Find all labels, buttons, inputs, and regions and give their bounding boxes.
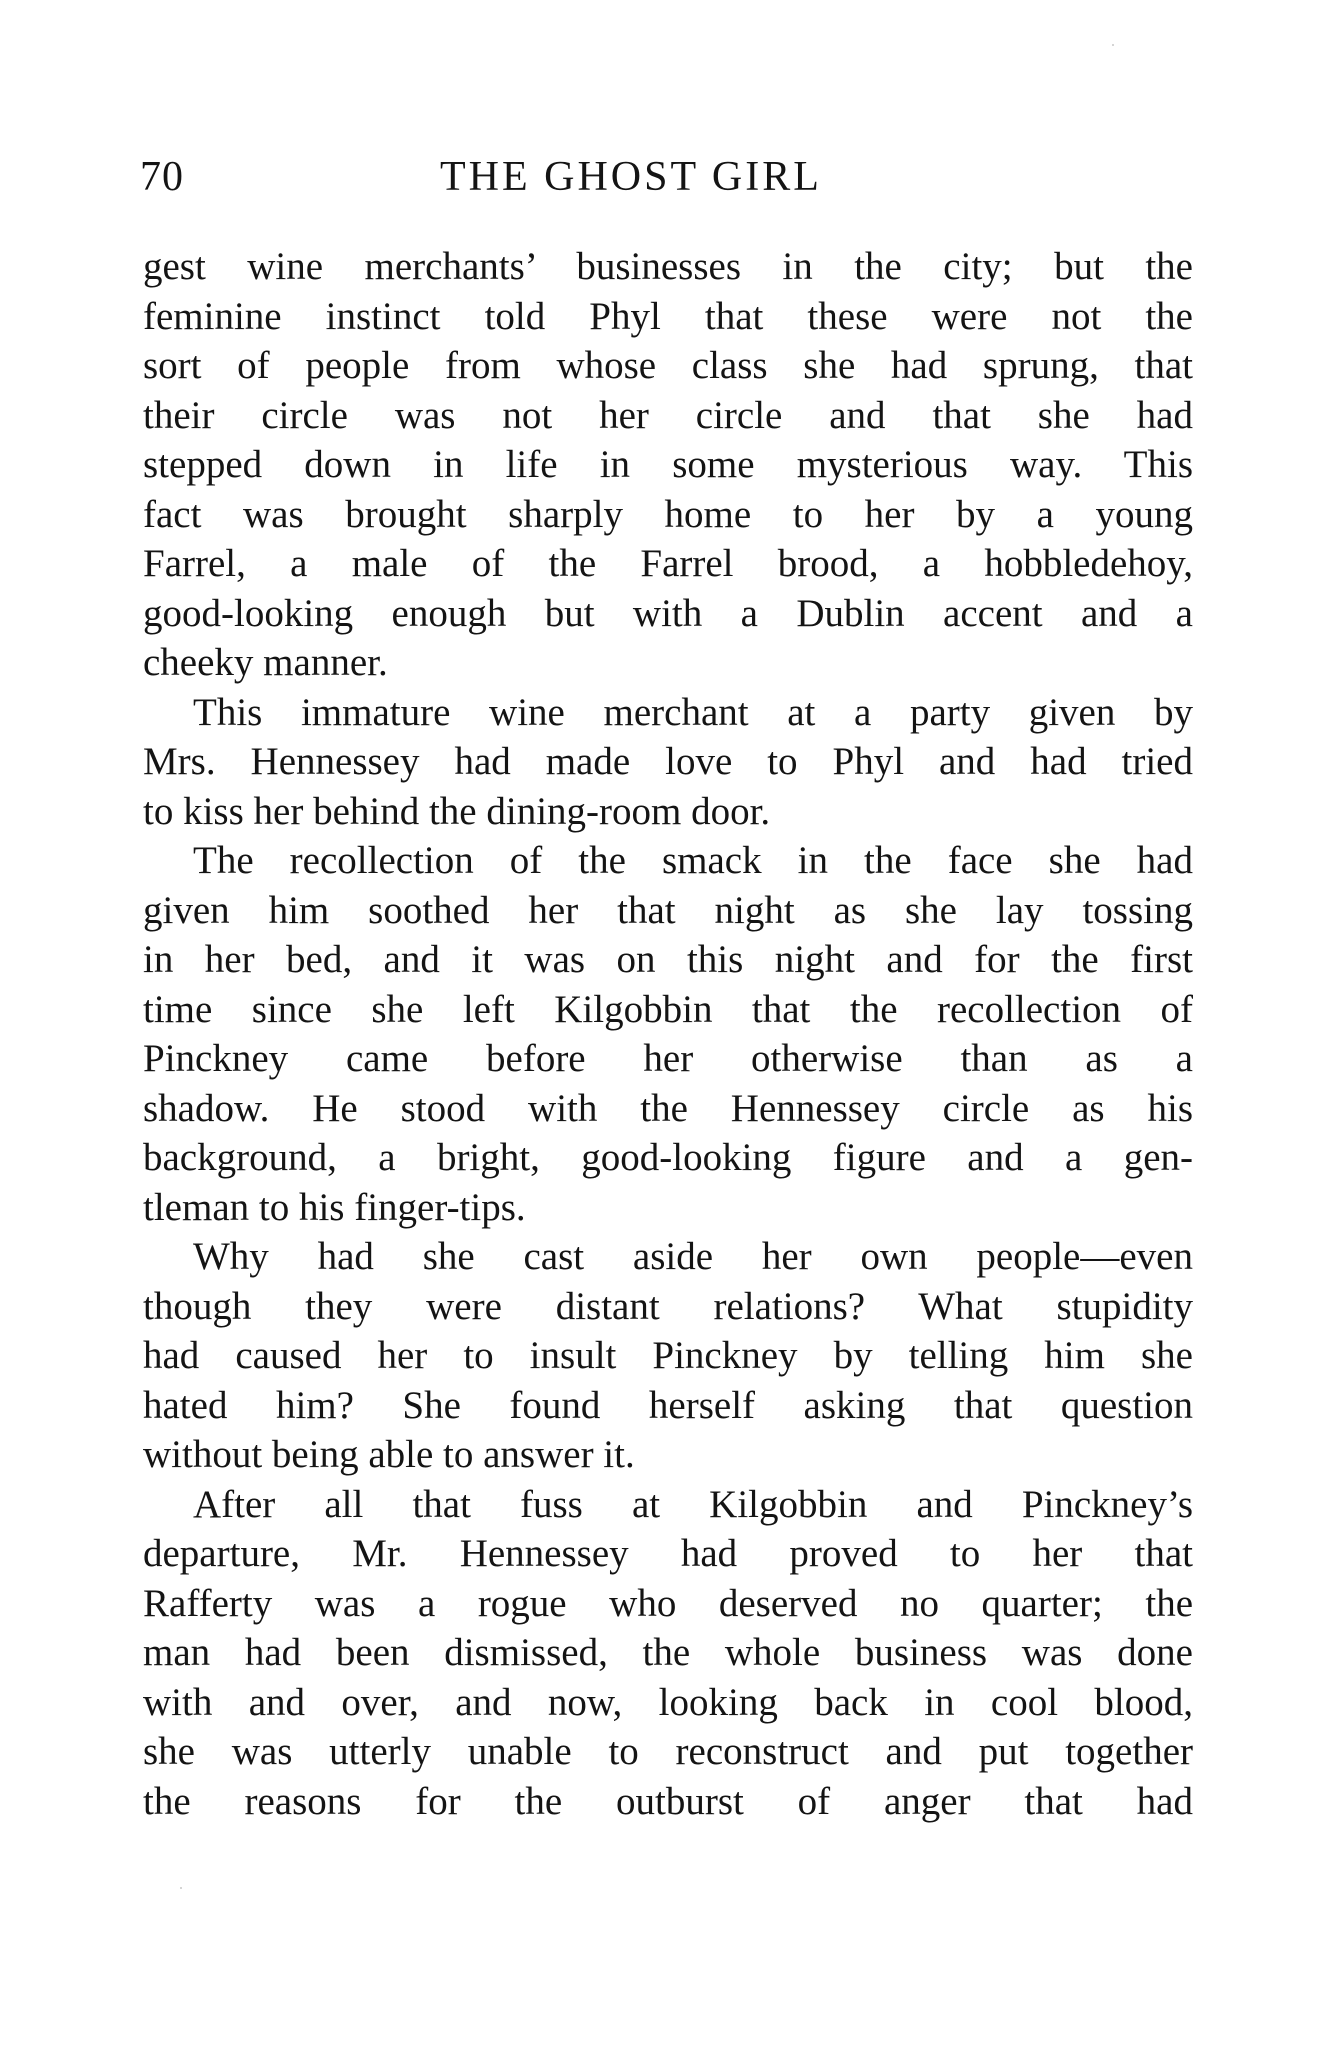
- text-line: cheeky manner.: [143, 641, 388, 684]
- text-line: fact was brought sharply home to her by a young: [143, 492, 1193, 536]
- paragraph-first-line: After all that fuss at Kilgobbin and Pinckney’s: [193, 1482, 1193, 1526]
- text-line: sort of people from whose class she had sprung, that: [143, 344, 1193, 387]
- text-line: feminine instinct told Phyl that these were not the: [143, 294, 1193, 338]
- text-line: tleman to his finger-tips.: [143, 1185, 526, 1229]
- paper-speck: [1112, 44, 1114, 46]
- text-line: their circle was not her circle and that she had: [143, 393, 1193, 437]
- text-line: given him soothed her that night as she lay tossing: [143, 888, 1193, 932]
- text-line: with and over, and now, looking back in cool blood,: [143, 1680, 1193, 1724]
- text-line: Farrel, a male of the Farrel brood, a hobbledehoy,: [143, 542, 1193, 585]
- text-line: time since she left Kilgobbin that the recollection of: [143, 987, 1193, 1031]
- text-line: Pinckney came before her otherwise than as a: [143, 1037, 1193, 1080]
- text-line: had caused her to insult Pinckney by telling him she: [143, 1334, 1193, 1377]
- text-line: background, a bright, good-looking figure and a gen-: [143, 1136, 1193, 1179]
- text-line: hated him? She found herself asking that question: [143, 1383, 1193, 1427]
- body-text: [143, 242, 1193, 1826]
- paragraph-first-line: Why had she cast aside her own people—even: [193, 1235, 1193, 1278]
- text-line: good-looking enough but with a Dublin accent and a: [143, 591, 1193, 635]
- text-line: in her bed, and it was on this night and for the first: [143, 938, 1193, 981]
- page-number: 70: [140, 154, 184, 200]
- paper-speck: [180, 1887, 182, 1889]
- paragraph-first-line: The recollection of the smack in the face she had: [193, 839, 1193, 882]
- page-header: [140, 150, 1190, 210]
- text-line: to kiss her behind the dining-room door.: [143, 789, 771, 833]
- text-line: she was utterly unable to reconstruct and put together: [143, 1730, 1193, 1773]
- text-line: Rafferty was a rogue who deserved no quarter; the: [143, 1581, 1193, 1625]
- text-line: shadow. He stood with the Hennessey circle as his: [143, 1086, 1193, 1130]
- text-line: stepped down in life in some mysterious way. This: [143, 443, 1193, 486]
- text-line: gest wine merchants’ businesses in the city; but the: [143, 245, 1193, 288]
- text-line: Mrs. Hennessey had made love to Phyl and had tried: [143, 740, 1193, 783]
- text-line: man had been dismissed, the whole business was done: [143, 1631, 1193, 1674]
- paragraph-first-line: This immature wine merchant at a party given by: [193, 690, 1193, 734]
- text-line: without being able to answer it.: [143, 1433, 635, 1476]
- running-head: THE GHOST GIRL: [440, 154, 822, 200]
- text-line: the reasons for the outburst of anger that had: [143, 1779, 1193, 1823]
- text-line: departure, Mr. Hennessey had proved to her that: [143, 1532, 1193, 1575]
- text-line: though they were distant relations? What stupidity: [143, 1284, 1193, 1328]
